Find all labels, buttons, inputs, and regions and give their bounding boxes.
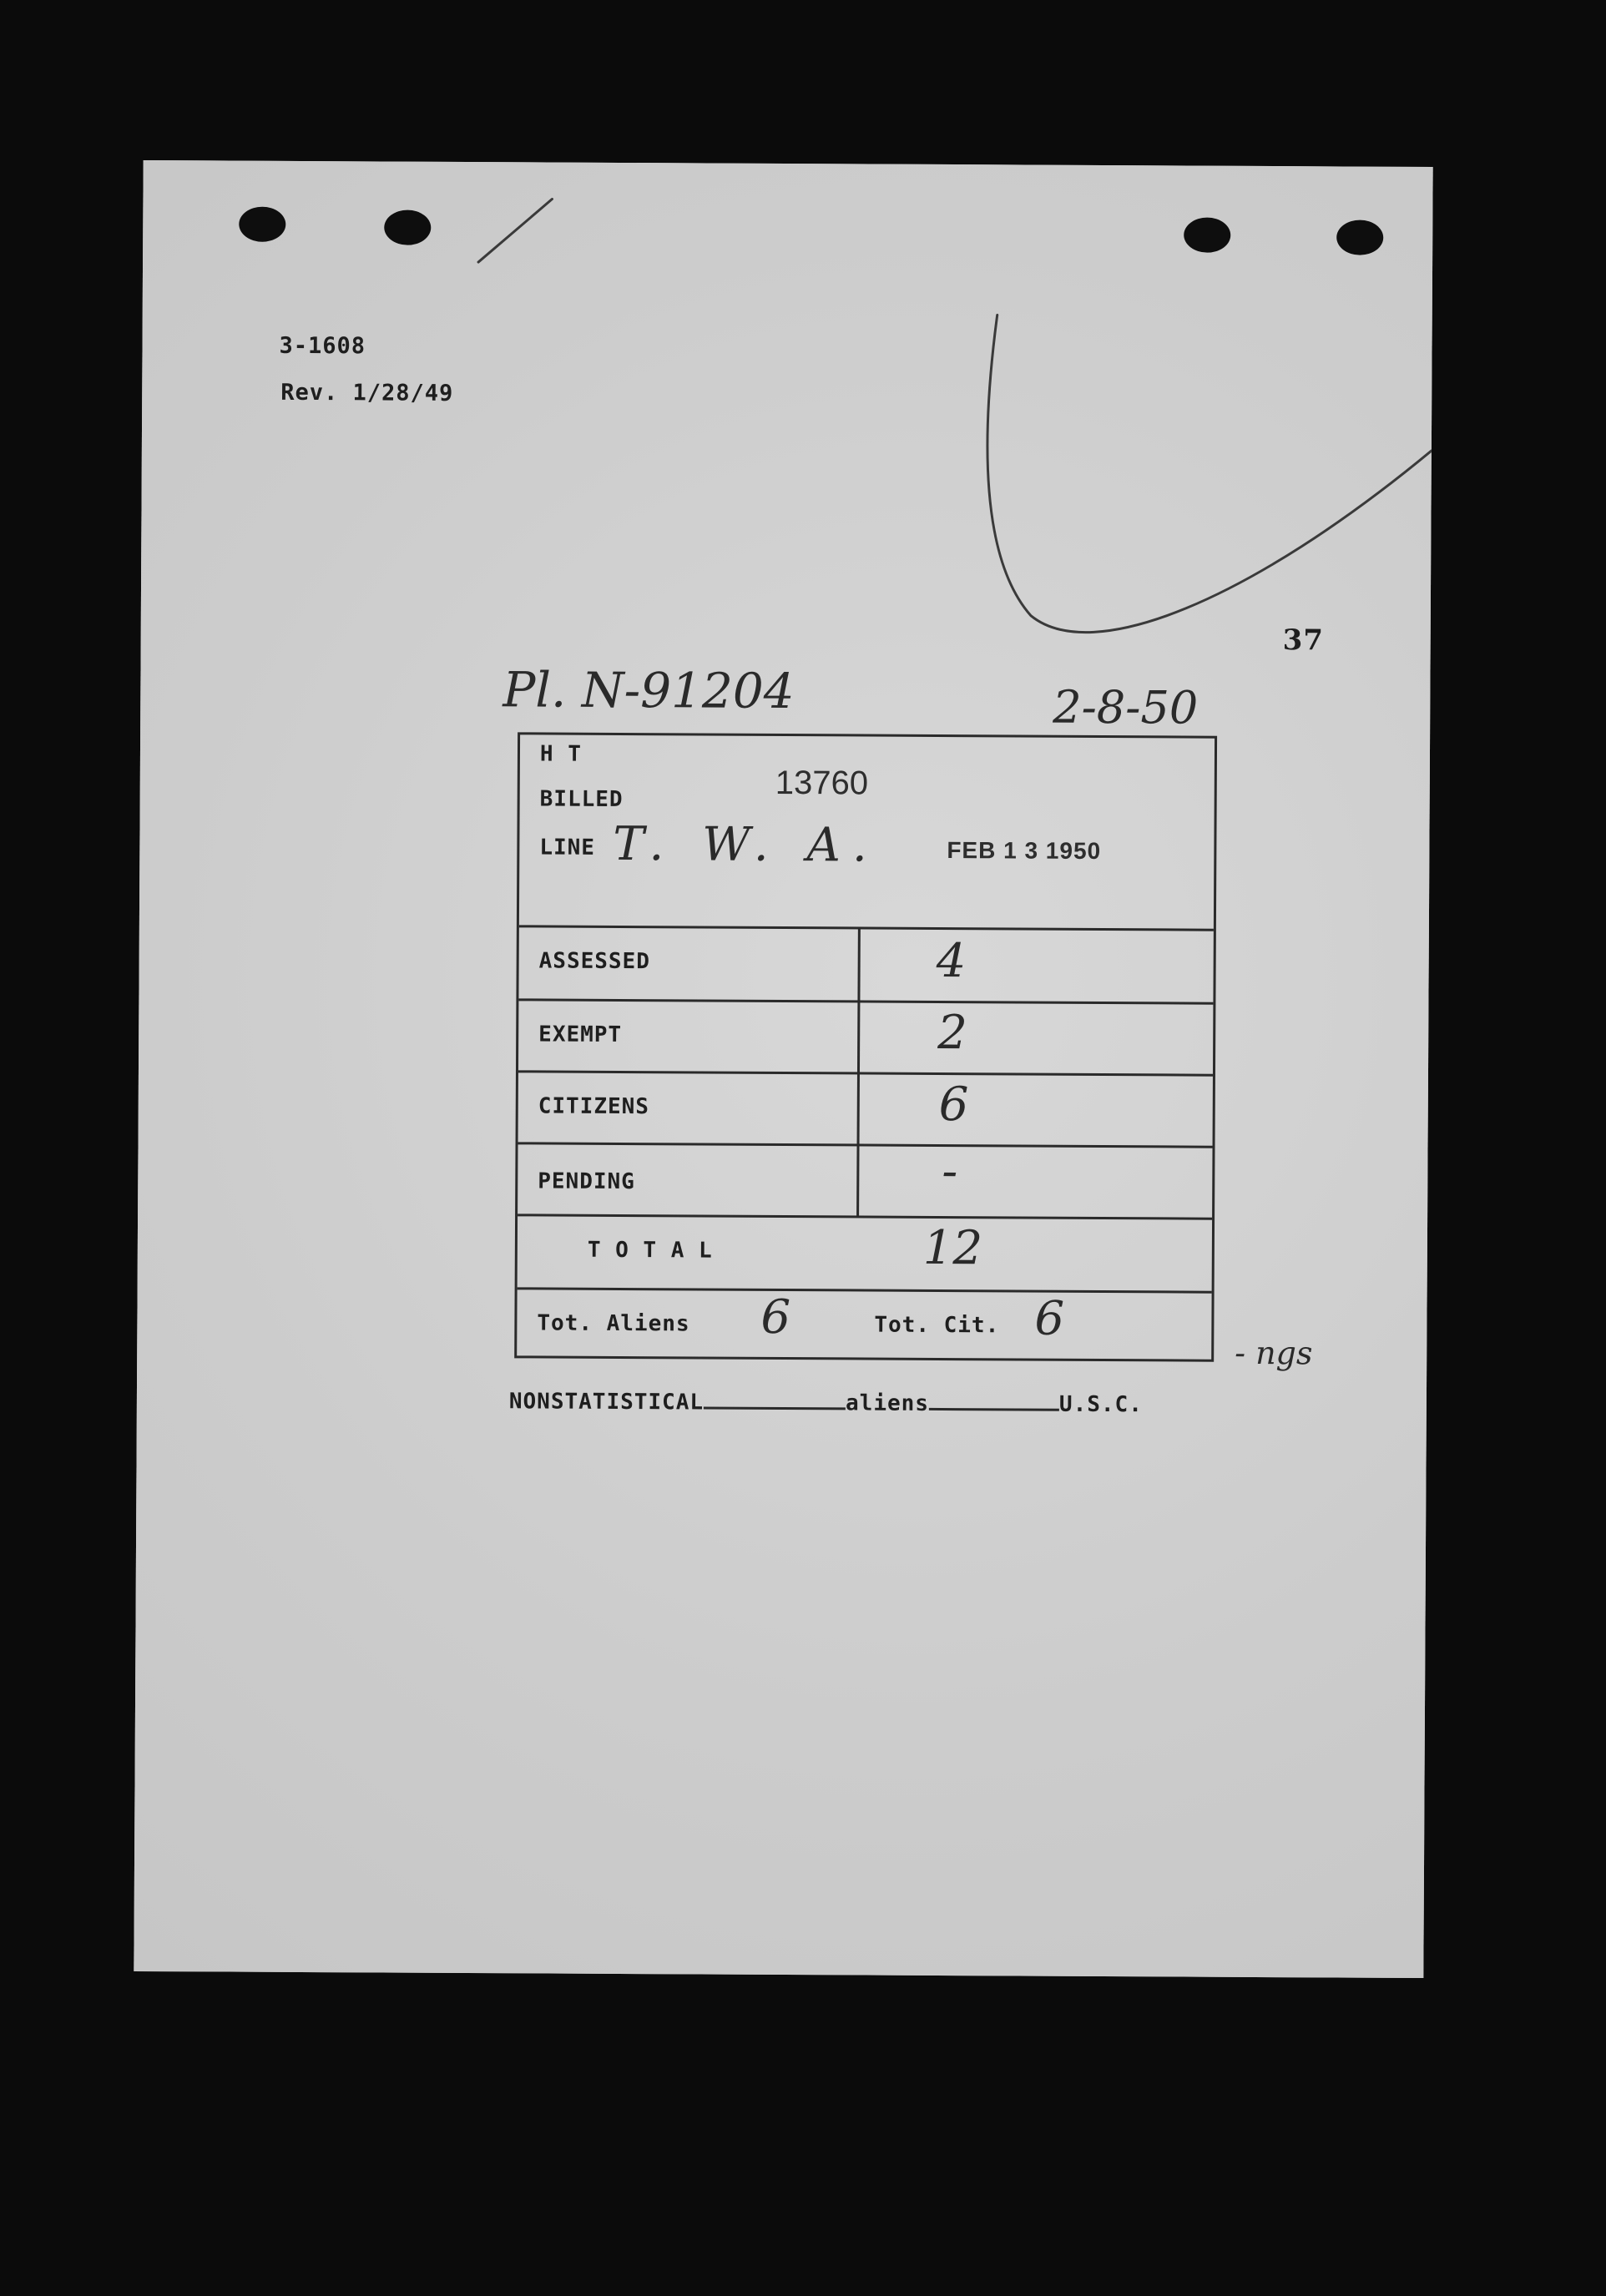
row-value-citizens: 6: [938, 1077, 969, 1133]
row-value-pending: -: [942, 1143, 958, 1199]
page-number: 37: [1282, 623, 1325, 658]
form-number: 3-1608: [279, 332, 366, 360]
total-value: 12: [922, 1220, 983, 1276]
billed-label: BILLED: [539, 786, 624, 812]
row-label-citizens: CITIZENS: [538, 1093, 650, 1120]
rule-header-bottom: [519, 925, 1214, 931]
curved-pen-mark: [987, 315, 1432, 633]
billed-value: 13760: [775, 764, 869, 802]
nonstatistical-label: NONSTATISTICAL: [508, 1389, 705, 1415]
received-date-stamp: FEB 1 3 1950: [947, 837, 1102, 864]
document-page: [134, 160, 1432, 1978]
row-label-assessed: ASSESSED: [538, 948, 650, 975]
rule-pending-bottom: [518, 1214, 1212, 1219]
nonstatistical-aliens-blank: [704, 1404, 846, 1410]
total-label: T O T A L: [587, 1237, 713, 1264]
total-aliens-label: Tot. Aliens: [537, 1310, 690, 1337]
rule-exempt-bottom: [518, 1070, 1213, 1076]
rule-assessed-bottom: [518, 998, 1213, 1004]
total-citizens-value: 6: [1034, 1291, 1065, 1346]
total-citizens-label: Tot. Cit.: [874, 1312, 1000, 1339]
row-value-assessed: 4: [936, 933, 967, 989]
total-aliens-value: 6: [760, 1289, 791, 1345]
form-revision: Rev. 1/28/49: [280, 379, 454, 406]
manifest-number: Pl. N-91204: [503, 661, 795, 720]
row-label-pending: PENDING: [538, 1168, 635, 1195]
ht-label: H T: [539, 741, 583, 767]
nonstatistical-usc-blank: [929, 1405, 1059, 1411]
line-label: LINE: [539, 835, 596, 860]
rule-total-bottom: [518, 1287, 1212, 1293]
airline-name: T. W. A.: [613, 816, 879, 873]
margin-note: - ngs: [1235, 1334, 1313, 1372]
row-value-exempt: 2: [937, 1005, 968, 1061]
tally-form: [514, 732, 1217, 1361]
rule-citizens-bottom: [518, 1142, 1213, 1148]
aliens-label: aliens: [845, 1390, 930, 1416]
nonstatistical-line: [509, 1389, 1143, 1417]
slash-pen-mark: [478, 199, 552, 262]
row-label-exempt: EXEMPT: [538, 1022, 623, 1047]
usc-label: U.S.C.: [1058, 1391, 1143, 1418]
handwritten-date: 2-8-50: [1053, 680, 1199, 734]
column-divider: [856, 926, 861, 1215]
